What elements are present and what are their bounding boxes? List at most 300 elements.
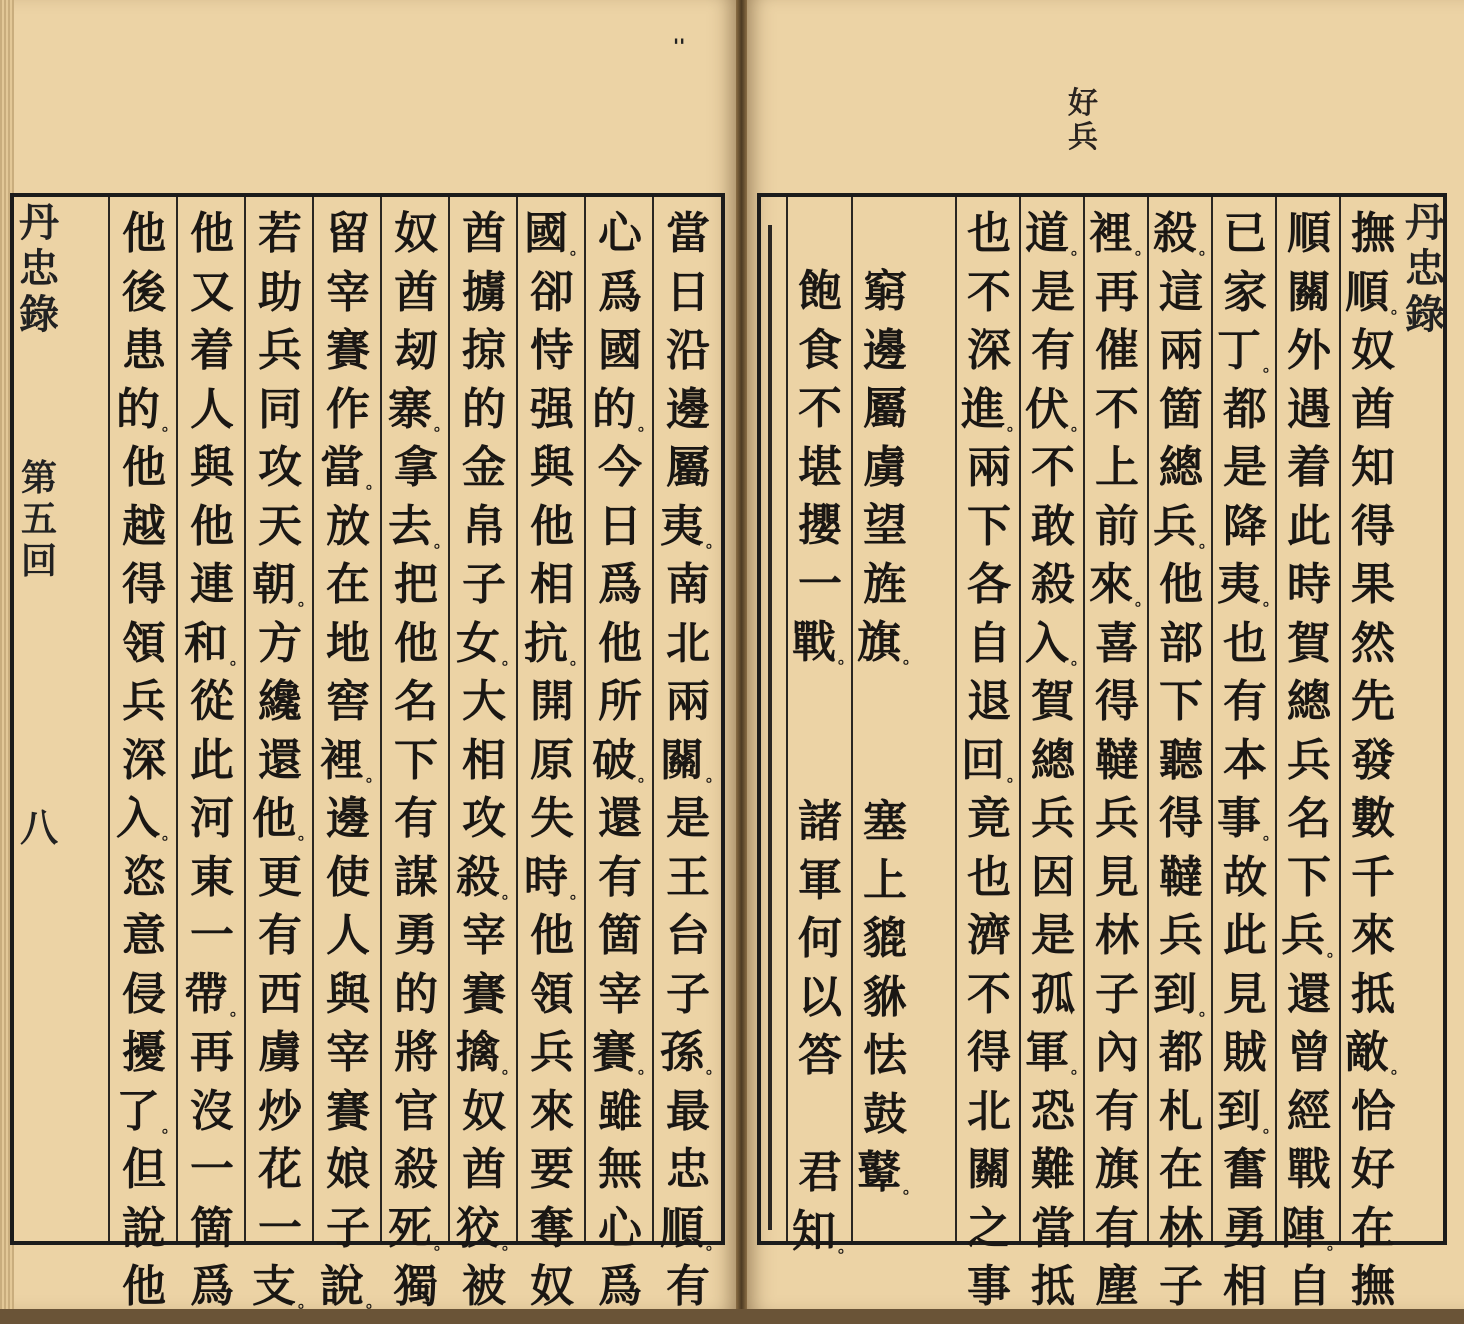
text-char: 北 [666,617,710,669]
text-char: 見 [1095,851,1139,903]
text-char: 得 [1095,676,1139,727]
text-char: 還 [598,793,642,844]
text-char: 下 [1159,676,1203,727]
column-rule [1275,197,1277,1241]
punctuation-mark: 。 [434,1233,451,1253]
text-char: 丁 。 [1217,325,1280,376]
left-text-column [456,208,519,1324]
text-char: 殺 [1031,559,1075,610]
text-char: 所 [598,676,642,727]
text-char: 順 [1287,208,1331,259]
punctuation-mark: 。 [230,648,247,668]
text-char: 炒 [258,1085,302,1137]
text-char: 人 [326,910,370,961]
text-char: 最 [666,1085,710,1137]
text-char: 恣 [122,851,166,903]
text-char: 他 [122,208,166,259]
text-char: 下 [1287,851,1331,903]
punctuation-mark: 。 [706,531,723,551]
punctuation-mark: 。 [1199,999,1216,1019]
text-char: 他 [122,442,166,493]
punctuation-mark: 。 [1327,1233,1344,1253]
text-char: 和 。 [184,617,247,669]
text-char: 當 。 [320,442,383,493]
text-char: 宰 [326,266,370,318]
punctuation-mark: 。 [706,765,723,785]
text-char: 東 [190,851,234,903]
text-char: 到 。 [1153,968,1216,1020]
text-char: 事 。 [1217,793,1280,844]
column-rule [1211,197,1213,1241]
text-char: 他 [1159,559,1203,610]
column-rule [652,197,654,1241]
text-char: 他 [190,500,234,552]
text-char: 下 [967,500,1011,552]
text-char: 飽 [798,266,842,317]
text-char: 總 [1159,442,1203,493]
text-char: 有 [258,910,302,961]
text-char: 得 [1351,500,1395,552]
text-char: 酋 [462,1144,506,1195]
text-char: 的 [462,383,506,435]
text-char: 同 [258,383,302,435]
text-char: 來 [1351,910,1395,961]
punctuation-mark: 。 [838,648,855,667]
text-char: 有 [598,851,642,903]
text-char: 當 [1031,1202,1075,1254]
punctuation-mark: 。 [570,882,587,902]
text-char: 然 [1351,617,1395,669]
text-char: 心 [598,208,642,259]
text-char: 札 [1159,1085,1203,1137]
text-char: 支 。 [252,1261,315,1312]
text-char: 賀 [1287,617,1331,669]
text-char: 上 [863,854,907,906]
text-char: 忠 [666,1144,710,1195]
text-char: 敢 [1031,500,1075,552]
text-char: 知 [1351,442,1395,493]
text-char: 領 [122,617,166,669]
text-char: 花 [258,1144,302,1195]
column-rule [955,197,957,1241]
punctuation-mark: 。 [570,648,587,668]
text-char: 是 [1031,266,1075,318]
punctuation-mark: 。 [1071,414,1088,434]
text-char: 戰 [1287,1144,1331,1195]
text-char: 說 。 [320,1261,383,1312]
left-text-column [388,208,451,1324]
text-char: 日 [666,266,710,318]
text-char: 娘 [326,1144,370,1195]
text-char: 使 [326,851,370,903]
text-char: 還 [1287,968,1331,1020]
text-char: 擾 [122,1027,166,1078]
text-char: 在 [1159,1144,1203,1195]
text-char: 爲 [598,266,642,318]
text-char: 人 [190,383,234,435]
text-char: 抵 [1351,968,1395,1020]
text-char: 國 。 [524,208,587,259]
text-char: 塵 [1095,1261,1139,1312]
text-char [792,1093,848,1152]
header-note-char: 兵 [1068,120,1098,155]
right-text-column [1153,208,1216,1324]
punctuation-mark: 。 [1263,824,1280,843]
text-char: 發 [1351,734,1395,786]
text-char: 有 [1031,325,1075,376]
text-char: 得 [967,1027,1011,1078]
text-char: 下 [394,734,438,786]
text-char: 奴 [1351,325,1395,376]
text-char: 裡 。 [320,734,383,786]
text-char: 恰 [1351,1085,1395,1137]
text-char: 此 [190,734,234,786]
inner-border [768,225,772,1230]
punctuation-mark: 。 [502,1233,519,1253]
punctuation-mark: 。 [162,824,179,843]
text-char: 千 [1351,851,1395,903]
text-char: 一 [258,1202,302,1254]
text-char: 之 [967,1202,1011,1254]
punctuation-mark: 。 [366,473,383,492]
text-char: 兵 [258,325,302,376]
punctuation-mark: 。 [706,1058,723,1077]
text-char: 邊 [666,383,710,435]
right-book-title [1400,200,1450,338]
text-char: 自 [967,617,1011,669]
text-char: 有 [394,793,438,844]
text-char: 謀 [394,851,438,903]
title-char: 忠 [1405,245,1445,292]
text-char: 奪 [530,1202,574,1254]
text-char: 今 [598,442,642,493]
text-char: 了 。 [116,1085,179,1137]
punctuation-mark: 。 [1071,1058,1088,1077]
title-char: 錄 [19,291,59,338]
text-char: 怯 [863,1030,907,1081]
text-char: 後 [122,266,166,318]
column-rule [851,197,853,1241]
text-char: 再 [190,1027,234,1078]
text-char: 在 [326,559,370,610]
text-char: 答 [798,1030,842,1081]
text-char: 說 [122,1202,166,1254]
text-char: 都 [1223,383,1267,435]
text-char: 賀 [1031,676,1075,727]
text-char: 他 [394,617,438,669]
text-char: 伏 。 [1025,383,1088,435]
punctuation-mark: 。 [570,239,587,258]
left-text-column [116,208,179,1324]
punctuation-mark: 。 [838,1236,855,1256]
text-char: 拿 [394,442,438,493]
text-char: 狡 。 [456,1202,519,1254]
text-char: 奮 [1223,1144,1267,1195]
punctuation-mark: 。 [1199,531,1216,551]
text-char: 一 [190,910,234,961]
text-char: 方 [258,617,302,669]
text-char: 孤 [1031,968,1075,1020]
text-char: 着 [190,325,234,376]
punctuation-mark: 。 [366,1292,383,1311]
left-text-column [320,208,383,1324]
text-char: 見 [1223,968,1267,1020]
text-char: 帛 [462,500,506,552]
text-char: 日 [598,500,642,552]
punctuation-mark: 。 [1071,648,1088,668]
text-char: 還 [258,734,302,786]
text-char: 南 [666,559,710,610]
text-char: 失 [530,793,574,844]
text-char: 堪 [798,441,842,493]
text-char: 先 [1351,676,1395,727]
text-char: 開 [530,676,574,727]
text-char: 自 [1287,1261,1331,1312]
text-char: 他 。 [252,793,315,844]
text-char: 上 [1095,442,1139,493]
text-char: 將 [394,1027,438,1078]
text-char: 兵 [530,1027,574,1078]
left-text-column [524,208,587,1324]
text-char: 有 [666,1261,710,1312]
text-char: 恃 [530,325,574,376]
text-char: 道 。 [1025,208,1088,259]
text-char: 內 [1095,1027,1139,1078]
text-char: 刼 [394,325,438,376]
text-char: 與 [530,442,574,493]
text-char: 相 [462,734,506,786]
text-char: 的 [394,968,438,1020]
punctuation-mark: 。 [1391,1058,1408,1077]
text-char: 陣 。 [1281,1202,1344,1254]
text-char: 卻 [530,266,574,318]
title-char: 第 [20,457,57,499]
text-char: 酋 [462,208,506,259]
text-char: 兩 [967,442,1011,493]
punctuation-mark: 。 [903,648,920,667]
text-char: 前 [1095,500,1139,552]
chapter-label [10,458,68,582]
text-char: 他 [530,500,574,552]
text-char: 知 。 [792,1205,855,1257]
punctuation-mark: 。 [230,999,247,1019]
text-char: 兩 [666,676,710,727]
column-rule [1147,197,1149,1241]
text-char: 果 [1351,559,1395,610]
column-rule [312,197,314,1241]
text-char: 林 [1159,1202,1203,1254]
title-char: 丹 [19,199,59,246]
text-char: 貅 [863,971,907,1023]
text-char: 西 [258,968,302,1020]
text-char: 是 [1223,442,1267,493]
column-rule [448,197,450,1241]
right-title-strip [1400,200,1450,338]
text-char: 留 [326,208,370,259]
text-char: 奴 [462,1085,506,1137]
text-char: 故 [1223,851,1267,903]
text-char: 韃 [1159,851,1203,903]
text-char: 此 [1223,910,1267,961]
text-char: 兵 。 [1153,500,1216,552]
text-char: 侵 [122,968,166,1020]
text-char: 在 [1351,1202,1395,1254]
text-char: 竟 [967,793,1011,844]
text-char: 子 [1095,968,1139,1020]
text-char: 爲 [190,1261,234,1312]
punctuation-mark: 。 [162,1116,179,1136]
text-char: 當 [666,208,710,259]
text-char: 夷 。 [1217,559,1280,610]
text-char: 入 。 [116,793,179,844]
left-text-column [660,208,723,1324]
text-char: 朝 。 [252,559,315,610]
punctuation-mark: 。 [1135,239,1152,258]
text-char: 本 [1223,734,1267,786]
text-char: 不 [967,266,1011,318]
text-char: 箇 [1159,383,1203,435]
text-char: 進 。 [961,383,1024,435]
text-char: 兵 [1159,910,1203,961]
text-char: 賽 [462,968,506,1020]
text-char: 的 。 [592,383,655,435]
text-char: 的 。 [116,383,179,435]
text-char: 不 [967,968,1011,1020]
text-char: 被 [462,1261,506,1312]
text-char: 奴 [394,208,438,259]
text-char: 相 [530,559,574,610]
text-char: 子 [1159,1261,1203,1312]
text-char: 把 [394,559,438,610]
text-char: 河 [190,793,234,844]
column-rule [176,197,178,1241]
text-char: 也 [967,851,1011,903]
punctuation-mark: 。 [638,1058,655,1077]
text-char: 台 [666,910,710,961]
right-text-column [1281,208,1344,1324]
punctuation-mark: 。 [298,1292,315,1311]
text-char: 賽 。 [592,1027,655,1078]
text-char: 望 [863,500,907,551]
text-char: 官 [394,1085,438,1137]
text-char: 兵 [1287,734,1331,786]
text-char: 原 [530,734,574,786]
text-char: 攻 [462,793,506,844]
text-char: 沿 [666,325,710,376]
text-char: 鼙 。 [857,1147,920,1198]
right-text-column [961,208,1024,1324]
text-char: 子 [666,968,710,1020]
text-char: 與 [326,968,370,1020]
text-char: 旌 [863,558,907,610]
text-char: 經 [1287,1085,1331,1137]
column-rule [244,197,246,1241]
text-char: 已 [1223,208,1267,259]
text-char: 酋 [1351,383,1395,435]
header-note [1068,78,1098,155]
punctuation-mark: 。 [298,824,315,843]
text-char: 降 [1223,500,1267,552]
text-char: 塞 [863,796,907,847]
text-char: 他 [190,208,234,259]
punctuation-mark: 。 [1071,239,1088,258]
column-rule [1083,197,1085,1241]
text-char: 宰 [598,968,642,1020]
text-char: 與 [190,442,234,493]
text-char: 天 [258,500,302,552]
text-char: 虜 [863,441,907,493]
text-char: 兵 [1031,793,1075,844]
text-char: 名 [394,676,438,727]
text-char: 聽 [1159,734,1203,786]
column-rule [786,197,788,1241]
text-char: 强 [530,383,574,435]
text-char: 孫 。 [660,1027,723,1078]
text-char: 這 [1159,266,1203,318]
text-char: 入 。 [1025,617,1088,669]
text-char: 催 [1095,325,1139,376]
text-char: 諸 [798,796,842,847]
left-title-strip [10,200,68,852]
text-char: 總 [1287,676,1331,727]
text-char: 撫 [1351,208,1395,259]
title-char: 丹 [1405,199,1445,246]
punctuation-mark: 。 [706,1233,723,1253]
text-char: 死 。 [388,1202,451,1254]
text-char: 意 [122,910,166,961]
column-rule [1019,197,1021,1241]
text-char: 連 [190,559,234,610]
text-char: 兩 [1159,325,1203,376]
text-char: 旗 [1095,1144,1139,1195]
text-char: 得 [1159,793,1203,844]
text-char: 爲 [598,559,642,610]
book-gutter [736,0,747,1309]
text-char: 從 [190,676,234,727]
text-char: 遇 [1287,383,1331,435]
punctuation-mark: 。 [638,765,655,785]
text-char: 時 。 [524,851,587,903]
text-char: 不 [1095,383,1139,435]
text-char: 破 。 [592,734,655,786]
text-char: 是 [666,793,710,844]
text-char: 好 [1351,1144,1395,1195]
punctuation-mark: 。 [1007,765,1024,785]
text-char: 窮 [863,266,907,317]
text-char: 再 [1095,266,1139,318]
title-char: 五 [20,498,57,541]
left-text-column [592,208,655,1324]
text-char: 勇 [1223,1202,1267,1254]
right-text-column [1345,208,1408,1324]
text-char: 深 [122,734,166,786]
text-char: 但 [122,1144,166,1195]
text-char: 來 。 [1089,559,1152,610]
text-char: 旗 。 [857,617,920,668]
text-char: 更 [258,851,302,903]
text-char: 屬 [863,383,907,434]
text-char: 關 [967,1144,1011,1195]
text-char: 濟 [967,910,1011,961]
punctuation-mark: 。 [1263,1116,1280,1136]
text-char: 夷 。 [660,500,723,552]
right-text-column [1025,208,1088,1324]
text-char: 他 [122,1261,166,1312]
text-char: 時 [1287,559,1331,610]
text-char: 也 [967,208,1011,259]
text-char: 國 [598,325,642,376]
title-char: 錄 [1405,291,1445,338]
